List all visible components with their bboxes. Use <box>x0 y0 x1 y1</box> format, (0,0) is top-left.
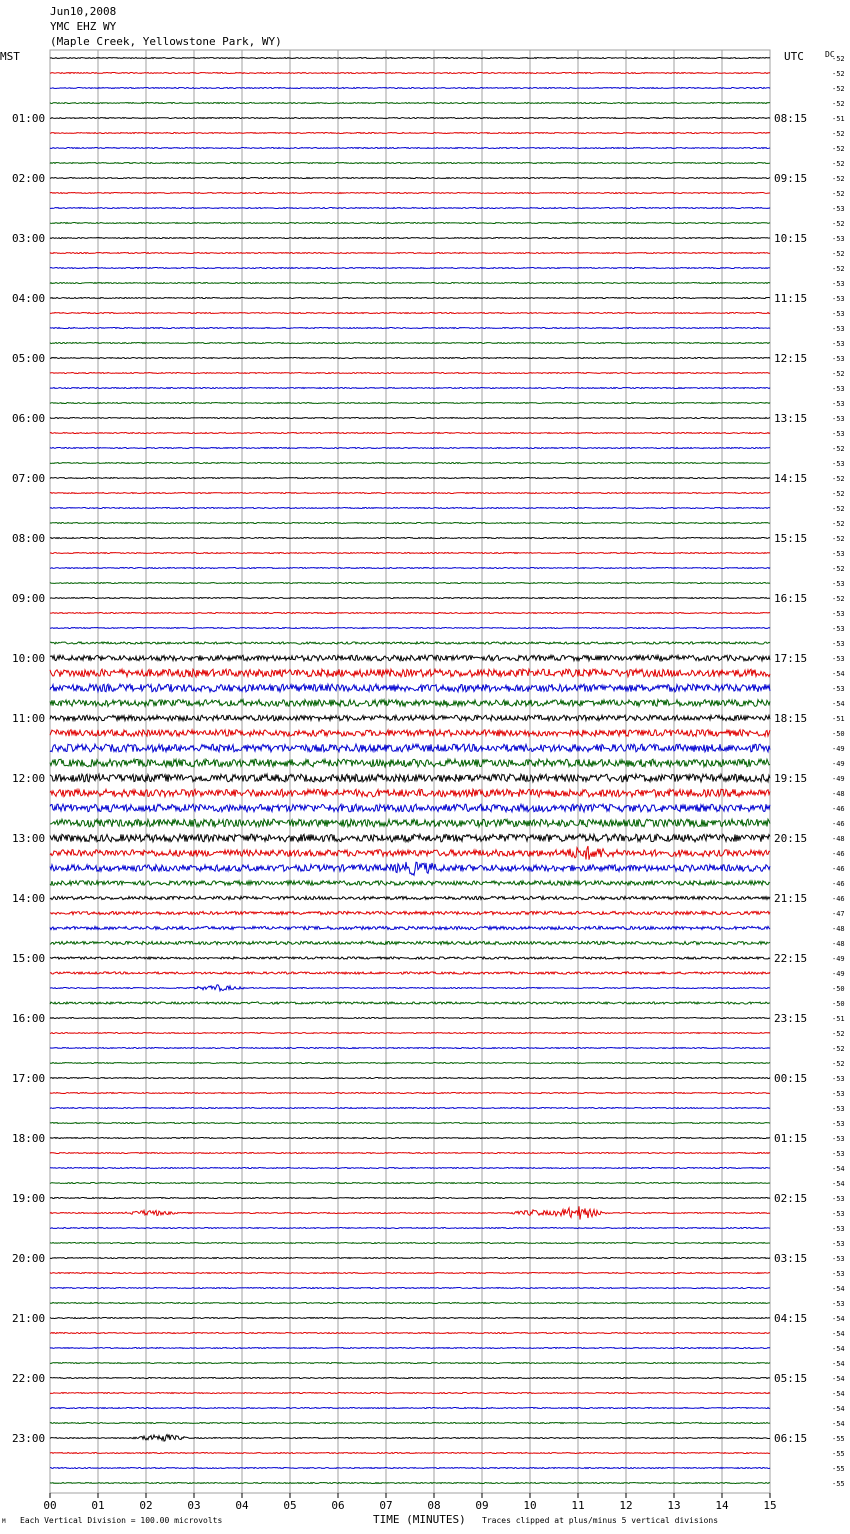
utc-hour-label: 11:15 <box>774 292 808 305</box>
dc-offset-label: -53 <box>832 460 845 468</box>
dc-offset-label: -53 <box>832 355 845 363</box>
mst-hour-label: 10:00 <box>12 652 46 665</box>
trace-row <box>50 283 770 284</box>
utc-hour-label: 12:15 <box>774 352 808 365</box>
trace-row <box>50 313 770 314</box>
trace-row <box>50 508 770 509</box>
mst-hour-label: 08:00 <box>12 532 46 545</box>
utc-hour-label: 19:15 <box>774 772 808 785</box>
dc-offset-label: -53 <box>832 340 845 348</box>
mst-hour-label: 11:00 <box>12 712 46 725</box>
trace-row <box>50 1138 770 1139</box>
x-tick-label: 08 <box>427 1499 441 1512</box>
trace-row <box>50 972 770 974</box>
corner-mark: M <box>2 1518 6 1525</box>
utc-hour-label: 00:15 <box>774 1072 808 1085</box>
header-station: YMC EHZ WY <box>50 20 117 33</box>
dc-offset-label: -54 <box>832 1315 845 1323</box>
trace-row <box>50 715 770 720</box>
trace-row <box>50 613 770 614</box>
dc-offset-label: -53 <box>832 325 845 333</box>
dc-offset-label: -49 <box>832 745 845 753</box>
dc-offset-label: -53 <box>832 400 845 408</box>
mst-hour-label: 02:00 <box>12 172 46 185</box>
trace-row <box>50 730 770 737</box>
trace-row <box>50 1333 770 1334</box>
trace-row <box>50 1483 770 1484</box>
dc-offset-label: -52 <box>832 85 845 93</box>
mst-hour-label: 23:00 <box>12 1432 46 1445</box>
trace-row <box>50 941 770 944</box>
trace-row <box>50 655 770 660</box>
dc-offset-label: -53 <box>832 1090 845 1098</box>
mst-hour-label: 05:00 <box>12 352 46 365</box>
trace-row <box>50 1228 770 1229</box>
dc-offset-label: -52 <box>832 100 845 108</box>
trace-row <box>50 684 770 692</box>
trace-row <box>50 1408 770 1409</box>
x-tick-label: 11 <box>571 1499 585 1512</box>
trace-row <box>50 523 770 524</box>
trace-row <box>50 804 770 812</box>
mst-hour-label: 07:00 <box>12 472 46 485</box>
dc-offset-label: -54 <box>832 1285 845 1293</box>
utc-hour-label: 14:15 <box>774 472 808 485</box>
dc-offset-label: -52 <box>832 1030 845 1038</box>
utc-hour-label: 22:15 <box>774 952 808 965</box>
dc-offset-label: -47 <box>832 910 845 918</box>
utc-hour-label: 21:15 <box>774 892 808 905</box>
trace-row <box>50 343 770 344</box>
dc-offset-label: -54 <box>832 1345 845 1353</box>
dc-offset-label: -53 <box>832 1300 845 1308</box>
dc-offset-label: -53 <box>832 295 845 303</box>
dc-offset-label: -53 <box>832 685 845 693</box>
trace-row <box>50 463 770 464</box>
x-tick-label: 04 <box>235 1499 249 1512</box>
x-tick-label: 13 <box>667 1499 681 1512</box>
dc-offset-label: -53 <box>832 1105 845 1113</box>
utc-hour-label: 02:15 <box>774 1192 808 1205</box>
x-tick-label: 09 <box>475 1499 489 1512</box>
mst-hour-label: 15:00 <box>12 952 46 965</box>
trace-row <box>50 1378 770 1379</box>
mst-hour-label: 12:00 <box>12 772 46 785</box>
trace-row <box>50 253 770 254</box>
mst-hour-label: 06:00 <box>12 412 46 425</box>
dc-offset-label: -53 <box>832 1075 845 1083</box>
trace-row <box>50 358 770 359</box>
scale-note: Each Vertical Division = 100.00 microvolts <box>20 1516 223 1525</box>
mst-hour-label: 09:00 <box>12 592 46 605</box>
trace-row <box>50 163 770 164</box>
mst-hour-label: 14:00 <box>12 892 46 905</box>
dc-offset-label: -53 <box>832 1120 845 1128</box>
dc-offset-label: -54 <box>832 1375 845 1383</box>
trace-row <box>50 373 770 374</box>
dc-offset-label: -46 <box>832 865 845 873</box>
trace-row <box>50 478 770 479</box>
trace-row <box>50 598 770 599</box>
x-axis-title: TIME (MINUTES) <box>373 1513 466 1526</box>
trace-row <box>50 298 770 299</box>
mst-hour-label: 03:00 <box>12 232 46 245</box>
trace-row <box>50 985 770 991</box>
dc-offset-label: -53 <box>832 415 845 423</box>
utc-hour-label: 03:15 <box>774 1252 808 1265</box>
trace-row <box>50 1288 770 1289</box>
utc-hour-label: 16:15 <box>774 592 808 605</box>
dc-offset-label: -51 <box>832 115 845 123</box>
left-axis-label: MST <box>0 50 20 63</box>
trace-row <box>50 1453 770 1454</box>
utc-hour-label: 23:15 <box>774 1012 808 1025</box>
trace-row <box>50 834 770 842</box>
trace-row <box>50 388 770 389</box>
dc-label: DC <box>825 50 835 59</box>
trace-row <box>50 208 770 209</box>
dc-offset-label: -54 <box>832 670 845 678</box>
dc-offset-label: -48 <box>832 925 845 933</box>
trace-row <box>50 88 770 89</box>
dc-offset-label: -54 <box>832 1390 845 1398</box>
dc-offset-label: -53 <box>832 1195 845 1203</box>
trace-row <box>50 911 770 914</box>
dc-offset-label: -49 <box>832 955 845 963</box>
dc-offset-label: -53 <box>832 280 845 288</box>
dc-offset-label: -53 <box>832 1135 845 1143</box>
mst-hour-label: 04:00 <box>12 292 46 305</box>
dc-offset-label: -53 <box>832 625 845 633</box>
dc-offset-label: -53 <box>832 550 845 558</box>
trace-row <box>50 1048 770 1049</box>
x-tick-label: 03 <box>187 1499 201 1512</box>
dc-offset-label: -52 <box>832 565 845 573</box>
trace-row <box>50 1348 770 1349</box>
dc-offset-label: -52 <box>832 220 845 228</box>
trace-row <box>50 1468 770 1469</box>
dc-offset-label: -52 <box>832 70 845 78</box>
trace-row <box>50 628 770 629</box>
utc-hour-label: 18:15 <box>774 712 808 725</box>
trace-row <box>50 1108 770 1109</box>
x-tick-label: 10 <box>523 1499 537 1512</box>
mst-hour-label: 22:00 <box>12 1372 46 1385</box>
trace-row <box>50 1123 770 1124</box>
dc-offset-label: -53 <box>832 640 845 648</box>
dc-offset-label: -53 <box>832 1255 845 1263</box>
trace-row <box>50 669 770 677</box>
trace-row <box>50 448 770 449</box>
dc-offset-label: -52 <box>832 1060 845 1068</box>
mst-hour-label: 01:00 <box>12 112 46 125</box>
dc-offset-label: -52 <box>832 490 845 498</box>
dc-offset-label: -53 <box>832 1210 845 1218</box>
dc-offset-label: -52 <box>832 445 845 453</box>
trace-row <box>50 418 770 419</box>
utc-hour-label: 08:15 <box>774 112 808 125</box>
dc-offset-label: -54 <box>832 1330 845 1338</box>
trace-row <box>50 1183 770 1184</box>
dc-offset-label: -50 <box>832 730 845 738</box>
dc-offset-label: -54 <box>832 1360 845 1368</box>
dc-offset-label: -54 <box>832 1420 845 1428</box>
right-axis-label: UTC <box>784 50 804 63</box>
header-date: Jun10,2008 <box>50 5 117 18</box>
clip-note: Traces clipped at plus/minus 5 vertical divisions <box>482 1516 719 1525</box>
dc-offset-label: -52 <box>832 475 845 483</box>
utc-hour-label: 06:15 <box>774 1432 808 1445</box>
trace-row <box>50 1078 770 1079</box>
trace-row <box>50 103 770 104</box>
trace-row <box>50 642 770 644</box>
utc-hour-label: 01:15 <box>774 1132 808 1145</box>
dc-offset-label: -54 <box>832 1405 845 1413</box>
trace-row <box>50 1303 770 1304</box>
x-tick-label: 15 <box>763 1499 777 1512</box>
dc-offset-label: -52 <box>832 55 845 63</box>
trace-row <box>50 1363 770 1364</box>
dc-offset-label: -51 <box>832 1015 845 1023</box>
dc-offset-label: -52 <box>832 250 845 258</box>
dc-offset-label: -53 <box>832 310 845 318</box>
dc-offset-label: -52 <box>832 175 845 183</box>
trace-row <box>50 58 770 59</box>
dc-offset-label: -52 <box>832 505 845 513</box>
trace-row <box>50 1063 770 1064</box>
trace-row <box>50 1018 770 1019</box>
trace-row <box>50 1258 770 1259</box>
dc-offset-label: -50 <box>832 1000 845 1008</box>
trace-row <box>50 789 770 797</box>
trace-row <box>50 1273 770 1274</box>
dc-offset-label: -52 <box>832 595 845 603</box>
utc-hour-label: 15:15 <box>774 532 808 545</box>
mst-hour-label: 20:00 <box>12 1252 46 1265</box>
dc-offset-label: -52 <box>832 535 845 543</box>
trace-row <box>50 403 770 404</box>
trace-row <box>50 1318 770 1319</box>
dc-offset-label: -52 <box>832 130 845 138</box>
trace-row <box>50 896 770 899</box>
dc-offset-label: -52 <box>832 1045 845 1053</box>
dc-offset-label: -49 <box>832 775 845 783</box>
dc-offset-label: -48 <box>832 790 845 798</box>
trace-row <box>50 862 770 875</box>
dc-offset-label: -55 <box>832 1480 845 1488</box>
mst-hour-label: 16:00 <box>12 1012 46 1025</box>
dc-offset-label: -52 <box>832 520 845 528</box>
dc-offset-label: -46 <box>832 805 845 813</box>
dc-offset-label: -55 <box>832 1465 845 1473</box>
utc-hour-label: 04:15 <box>774 1312 808 1325</box>
mst-hour-label: 13:00 <box>12 832 46 845</box>
trace-row <box>50 926 770 929</box>
trace-row <box>50 1002 770 1004</box>
x-tick-label: 12 <box>619 1499 633 1512</box>
trace-row <box>50 1206 770 1219</box>
trace-row <box>50 957 770 959</box>
plot-frame <box>50 50 770 1493</box>
trace-row <box>50 493 770 494</box>
trace-row <box>50 1168 770 1169</box>
trace-row <box>50 568 770 569</box>
utc-hour-label: 20:15 <box>774 832 808 845</box>
x-tick-label: 01 <box>91 1499 105 1512</box>
trace-row <box>50 881 770 885</box>
dc-offset-label: -55 <box>832 1435 845 1443</box>
dc-offset-label: -51 <box>832 715 845 723</box>
trace-row <box>50 846 770 860</box>
x-tick-label: 07 <box>379 1499 393 1512</box>
utc-hour-label: 05:15 <box>774 1372 808 1385</box>
trace-row <box>50 1435 770 1442</box>
trace-row <box>50 223 770 224</box>
trace-row <box>50 1153 770 1154</box>
dc-offset-label: -52 <box>832 145 845 153</box>
utc-hour-label: 17:15 <box>774 652 808 665</box>
trace-row <box>50 133 770 134</box>
trace-row <box>50 583 770 584</box>
trace-row <box>50 118 770 119</box>
grid <box>50 50 770 1493</box>
dc-offset-label: -53 <box>832 235 845 243</box>
x-tick-label: 00 <box>43 1499 57 1512</box>
dc-offset-label: -53 <box>832 655 845 663</box>
utc-hour-label: 09:15 <box>774 172 808 185</box>
x-tick-label: 14 <box>715 1499 729 1512</box>
dc-offset-label: -55 <box>832 1450 845 1458</box>
dc-offset-label: -53 <box>832 580 845 588</box>
trace-row <box>50 538 770 539</box>
trace-row <box>50 700 770 707</box>
header-location: (Maple Creek, Yellowstone Park, WY) <box>50 35 282 48</box>
x-axis <box>43 1493 776 1512</box>
trace-row <box>50 774 770 782</box>
trace-row <box>50 1393 770 1394</box>
dc-offset-label: -48 <box>832 835 845 843</box>
x-tick-label: 05 <box>283 1499 297 1512</box>
trace-row <box>50 1198 770 1199</box>
dc-offset-label: -52 <box>832 265 845 273</box>
trace-row <box>50 328 770 329</box>
dc-offset-label: -53 <box>832 1150 845 1158</box>
dc-offset-label: -53 <box>832 1270 845 1278</box>
trace-row <box>50 1243 770 1244</box>
mst-hour-label: 21:00 <box>12 1312 46 1325</box>
trace-row <box>50 1093 770 1094</box>
dc-offset-label: -53 <box>832 205 845 213</box>
trace-row <box>50 759 770 767</box>
trace-row <box>50 1423 770 1424</box>
trace-row <box>50 268 770 269</box>
dc-offset-label: -54 <box>832 700 845 708</box>
dc-offset-label: -53 <box>832 385 845 393</box>
utc-hour-label: 10:15 <box>774 232 808 245</box>
dc-offset-label: -53 <box>832 610 845 618</box>
x-tick-label: 02 <box>139 1499 153 1512</box>
seismic-traces <box>50 58 770 1484</box>
trace-row <box>50 744 770 752</box>
trace-row <box>50 1033 770 1034</box>
dc-offset-label: -54 <box>832 1180 845 1188</box>
dc-offset-label: -50 <box>832 985 845 993</box>
trace-row <box>50 819 770 827</box>
dc-offset-label: -49 <box>832 970 845 978</box>
utc-hour-label: 13:15 <box>774 412 808 425</box>
trace-row <box>50 73 770 74</box>
trace-row <box>50 193 770 194</box>
dc-offset-label: -46 <box>832 850 845 858</box>
dc-offset-label: -48 <box>832 940 845 948</box>
mst-hour-label: 19:00 <box>12 1192 46 1205</box>
dc-offset-label: -53 <box>832 1240 845 1248</box>
trace-row <box>50 553 770 554</box>
trace-row <box>50 178 770 179</box>
trace-row <box>50 148 770 149</box>
dc-offset-label: -46 <box>832 895 845 903</box>
dc-offset-label: -53 <box>832 430 845 438</box>
trace-row <box>50 433 770 434</box>
mst-hour-label: 17:00 <box>12 1072 46 1085</box>
dc-offset-label: -54 <box>832 1165 845 1173</box>
dc-offset-label: -46 <box>832 880 845 888</box>
dc-offset-label: -46 <box>832 820 845 828</box>
dc-offset-label: -52 <box>832 160 845 168</box>
x-tick-label: 06 <box>331 1499 345 1512</box>
dc-offset-label: -49 <box>832 760 845 768</box>
trace-row <box>50 238 770 239</box>
dc-offset-label: -53 <box>832 1225 845 1233</box>
dc-offset-label: -52 <box>832 190 845 198</box>
mst-hour-label: 18:00 <box>12 1132 46 1145</box>
dc-offset-label: -52 <box>832 370 845 378</box>
